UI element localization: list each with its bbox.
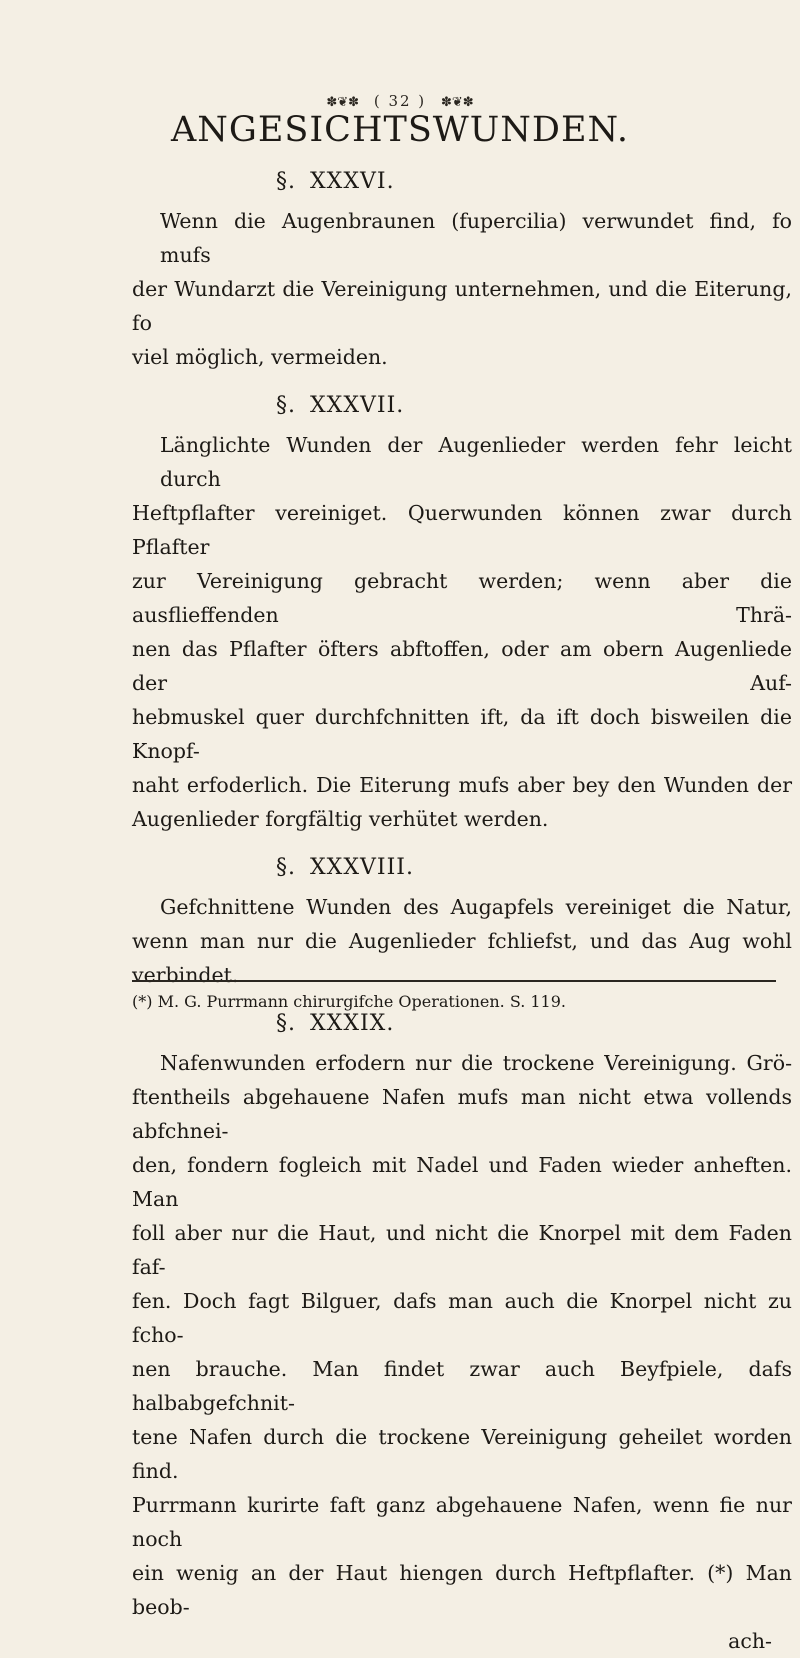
text-line: zur Vereinigung gebracht werden; wenn aber die ausflieffenden Thrä- bbox=[132, 569, 792, 627]
section-heading: §. XXXVIII. bbox=[276, 855, 414, 880]
chapter-title: ANGESICHTSWUNDEN. bbox=[170, 110, 630, 150]
text-line: nen das Pflafter öfters abftoffen, oder am obern Augenliede der Auf- bbox=[132, 637, 792, 695]
footnote: (*) M. G. Purrmann chirurgifche Operationen. S. 119. bbox=[132, 992, 566, 1011]
ornament-right-icon: ✽❦✽ bbox=[440, 95, 474, 110]
page-number: ( 32 ) bbox=[373, 92, 427, 110]
paragraph bbox=[132, 428, 792, 836]
text-line: Wenn die Augenbraunen (fupercilia) verwundet find, fo mufs bbox=[160, 209, 792, 267]
text-line: ftentheils abgehauene Nafen mufs man nicht etwa vollends abfchnei- bbox=[132, 1085, 792, 1143]
text-line: naht erfoderlich. Die Eiterung mufs aber bey den Wunden der bbox=[132, 773, 792, 797]
section-37 bbox=[132, 384, 792, 836]
section-heading: §. XXXVII. bbox=[276, 393, 405, 418]
text-line: Heftpflafter vereiniget. Querwunden können zwar durch Pflafter bbox=[132, 501, 792, 559]
text-line: wenn man nur die Augenlieder fchliefst, und das Aug wohl verbindet. bbox=[132, 929, 792, 987]
ornament-left-icon: ✽❦✽ bbox=[326, 95, 360, 110]
text-line: ein wenig an der Haut hiengen durch Heftpflafter. (*) Man beob- bbox=[132, 1561, 792, 1619]
text-line: Länglichte Wunden der Augenlieder werden fehr leicht durch bbox=[160, 433, 792, 491]
paragraph bbox=[132, 204, 792, 374]
text-line: viel möglich, vermeiden. bbox=[132, 345, 388, 369]
main-text bbox=[132, 160, 792, 1658]
text-line: Nafenwunden erfodern nur die trockene Vereinigung. Grö- bbox=[160, 1051, 792, 1075]
text-line: Gefchnittene Wunden des Augapfels vereiniget die Natur, bbox=[160, 895, 792, 919]
text-line: hebmuskel quer durchfchnitten ift, da ift doch bisweilen die Knopf- bbox=[132, 705, 792, 763]
running-header bbox=[0, 92, 800, 110]
footnote-rule bbox=[132, 980, 776, 982]
paragraph bbox=[132, 1046, 792, 1624]
catchword: ach- bbox=[728, 1629, 772, 1653]
section-39 bbox=[132, 1002, 792, 1658]
text-line: tene Nafen durch die trockene Vereinigung geheilet worden find. bbox=[132, 1425, 792, 1483]
text-line: fen. Doch fagt Bilguer, dafs man auch die Knorpel nicht zu fcho- bbox=[132, 1289, 792, 1347]
section-heading: §. XXXIX. bbox=[276, 1011, 395, 1036]
section-38 bbox=[132, 846, 792, 992]
section-36 bbox=[132, 160, 792, 374]
text-line: Augenlieder forgfältig verhütet werden. bbox=[132, 807, 549, 831]
text-line: nen brauche. Man findet zwar auch Beyfpiele, dafs halbabgefchnit- bbox=[132, 1357, 792, 1415]
paragraph bbox=[132, 890, 792, 992]
section-heading: §. XXXVI. bbox=[276, 169, 395, 194]
text-line: den, fondern fogleich mit Nadel und Faden wieder anheften. Man bbox=[132, 1153, 792, 1211]
text-line: der Wundarzt die Vereinigung unternehmen, und die Eiterung, fo bbox=[132, 277, 792, 335]
text-line: Purrmann kurirte faft ganz abgehauene Nafen, wenn fie nur noch bbox=[132, 1493, 792, 1551]
text-line: foll aber nur die Haut, und nicht die Knorpel mit dem Faden faf- bbox=[132, 1221, 792, 1279]
